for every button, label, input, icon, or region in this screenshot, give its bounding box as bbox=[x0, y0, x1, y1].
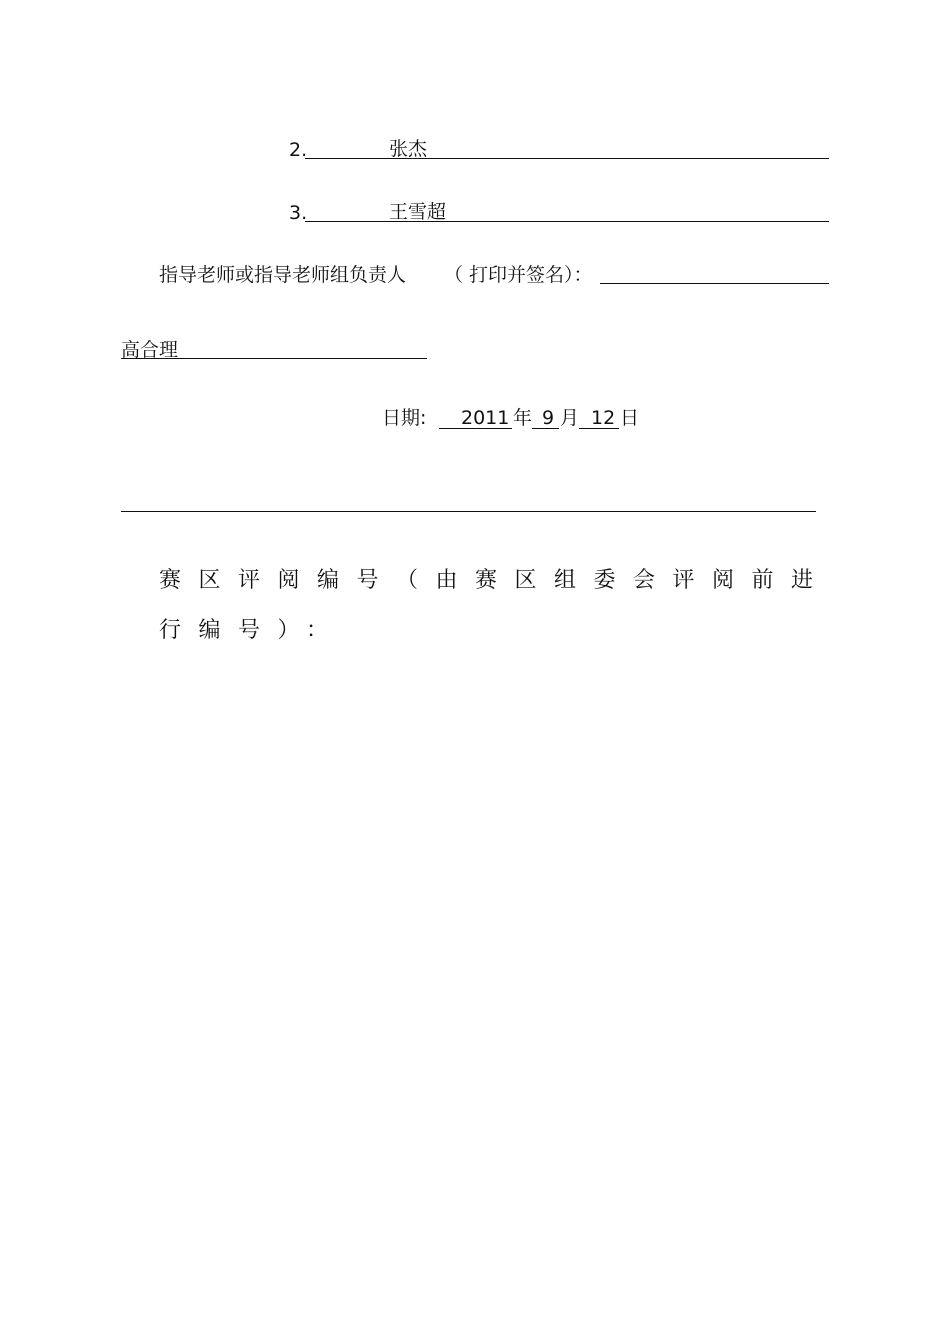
review-number-line2: 行编号）： bbox=[159, 618, 346, 643]
date-month-unit: 月 bbox=[560, 407, 580, 429]
member-number: 2. bbox=[289, 139, 308, 161]
advisor-signature-underline bbox=[600, 283, 829, 284]
member-name: 张杰 bbox=[389, 138, 428, 160]
date-day: 12 bbox=[591, 407, 616, 429]
member-name: 王雪超 bbox=[389, 201, 447, 223]
date-label: 日期: bbox=[382, 407, 427, 429]
member-name-underline bbox=[305, 158, 829, 159]
date-year-underline bbox=[439, 428, 512, 429]
advisor-name: 高合理 bbox=[121, 339, 179, 361]
date-day-unit: 日 bbox=[620, 407, 640, 429]
date-day-underline bbox=[579, 428, 619, 429]
review-number-line1: 赛区评阅编号（由赛区组委会评阅前进 bbox=[159, 568, 831, 593]
date-month-underline bbox=[532, 428, 559, 429]
date-month: 9 bbox=[542, 407, 555, 429]
section-divider bbox=[121, 511, 816, 512]
advisor-name-underline bbox=[121, 358, 427, 359]
date-year: 2011 bbox=[461, 407, 510, 429]
advisor-paren-note: （ 打印并签名）： bbox=[444, 264, 593, 286]
member-number: 3. bbox=[289, 202, 308, 224]
member-name-underline bbox=[305, 221, 829, 222]
date-year-unit: 年 bbox=[513, 407, 533, 429]
advisor-label: 指导老师或指导老师组负责人 bbox=[159, 264, 407, 286]
